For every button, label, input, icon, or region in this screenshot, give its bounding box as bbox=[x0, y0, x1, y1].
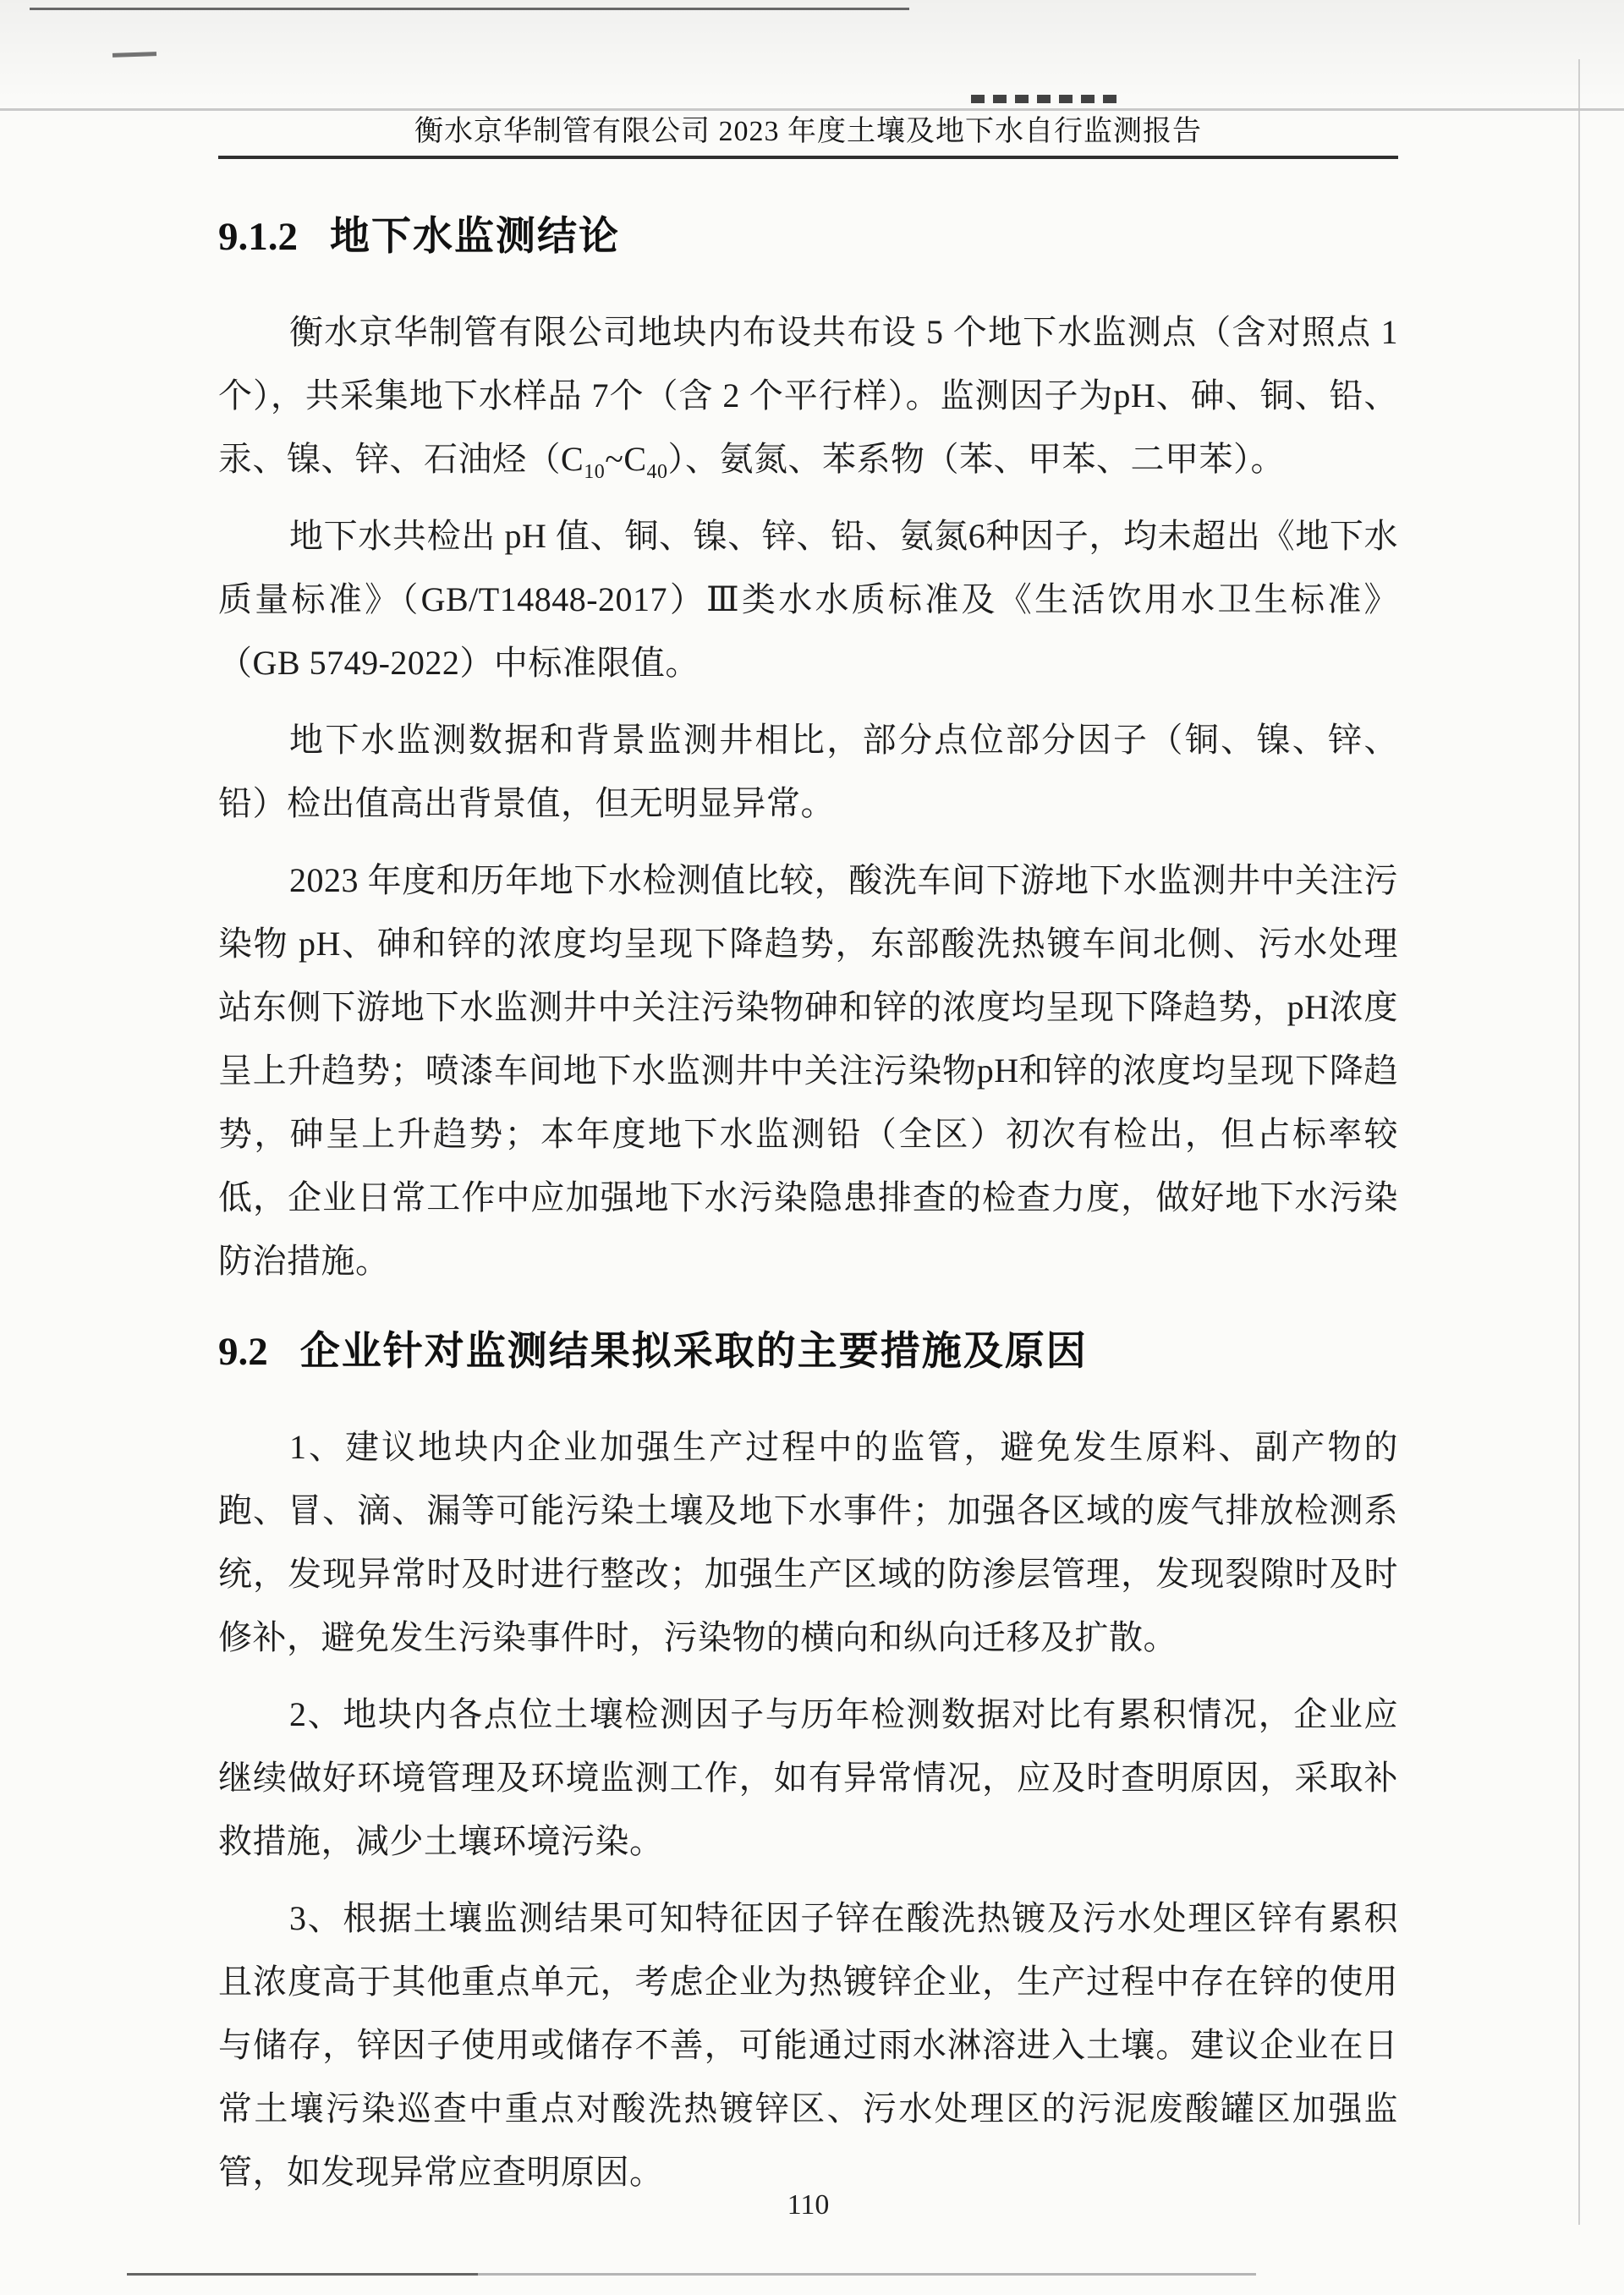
document-body bbox=[218, 211, 1398, 2217]
paragraph-text: ~C bbox=[605, 440, 647, 478]
section-heading-9-1-2 bbox=[218, 211, 1398, 261]
page-number: 110 bbox=[787, 2189, 830, 2221]
petroleum-subscript-10: 10 bbox=[584, 461, 606, 483]
right-scan-line bbox=[1578, 59, 1580, 2225]
section-title: 地下水监测结论 bbox=[330, 213, 620, 258]
top-scan-speck bbox=[112, 52, 156, 58]
top-scan-line bbox=[30, 8, 909, 10]
paragraph-groundwater-points bbox=[218, 300, 1398, 491]
paragraph-measure-2: 2、地块内各点位土壤检测因子与历年检测数据对比有累积情况，企业应继续做好环境管理及环境监测工作，如有异常情况，应及时查明原因，采取补救措施，减少土壤环境污染。 bbox=[218, 1695, 1398, 1860]
paragraph-background-comparison: 地下水监测数据和背景监测井相比，部分点位部分因子（铜、镍、锌、铅）检出值高出背景值，但无明显异常。 bbox=[218, 721, 1398, 822]
scan-seam-line bbox=[0, 108, 1624, 111]
scan-smudge-dashes bbox=[971, 95, 1122, 103]
paragraph-trend-analysis: 2023 年度和历年地下水检测值比较，酸洗车间下游地下水监测井中关注污染物 pH、砷和锌的浓度均呈现下降趋势，东部酸洗热镀车间北侧、污水处理站东侧下游地下水监测井中关注污染物砷和锌的浓度均呈现下降趋势，pH浓度呈上升趋势；喷漆车间地下水监测井中关注污染物pH和锌的浓度均呈现下降趋势，砷呈上升趋势；本年度地下水监测铅（全区）初次有检出，但占标率较低，企业日常工作中应加强地下水污染隐患排查的检查力度，做好地下水污染防治措施。 bbox=[218, 861, 1398, 1280]
section-number: 9.1.2 bbox=[218, 215, 298, 259]
running-header-title: 衡水京华制管有限公司 2023 年度土壤及地下水自行监测报告 bbox=[414, 116, 1202, 147]
petroleum-subscript-40: 40 bbox=[646, 461, 668, 483]
section-title: 企业针对监测结果拟采取的主要措施及原因 bbox=[299, 1328, 1088, 1373]
section-heading-9-2 bbox=[218, 1326, 1398, 1376]
paragraph-text: ）、氨氮、苯系物（苯、甲苯、二甲苯）。 bbox=[667, 440, 1286, 478]
bottom-scan-line-light bbox=[478, 2273, 1256, 2276]
paragraph-detection-standards: 地下水共检出 pH 值、铜、镍、锌、铅、氨氮6种因子，均未超出《地下水质量标准》（GB/T14848-2017）Ⅲ类水水质标准及《生活饮用水卫生标准》（GB 5749-2022）中标准限值。 bbox=[218, 517, 1398, 682]
section-number: 9.2 bbox=[218, 1330, 268, 1374]
paragraph-text: 衡水京华制管有限公司地块内布设共布设 5 个地下水监测点（含对照点 1个），共采集地下水样品 7个（含 2 个平行样）。监测因子为pH、砷、铜、铅、汞、镍、锌、石油烃（C bbox=[218, 313, 1398, 478]
header-rule bbox=[218, 156, 1398, 159]
bottom-scan-line-dark bbox=[127, 2273, 478, 2276]
paragraph-measure-1: 1、建议地块内企业加强生产过程中的监管，避免发生原料、副产物的跑、冒、滴、漏等可能污染土壤及地下水事件；加强各区域的废气排放检测系统，发现异常时及时进行整改；加强生产区域的防渗层管理，发现裂隙时及时修补，避免发生污染事件时，污染物的横向和纵向迁移及扩散。 bbox=[218, 1428, 1398, 1656]
paragraph-measure-3: 3、根据土壤监测结果可知特征因子锌在酸洗热镀及污水处理区锌有累积且浓度高于其他重点单元，考虑企业为热镀锌企业，生产过程中存在锌的使用与储存，锌因子使用或储存不善，可能通过雨水淋溶进入土壤。建议企业在日常土壤污染巡查中重点对酸洗热镀锌区、污水处理区的污泥废酸罐区加强监管，如发现异常应查明原因。 bbox=[218, 1899, 1398, 2191]
